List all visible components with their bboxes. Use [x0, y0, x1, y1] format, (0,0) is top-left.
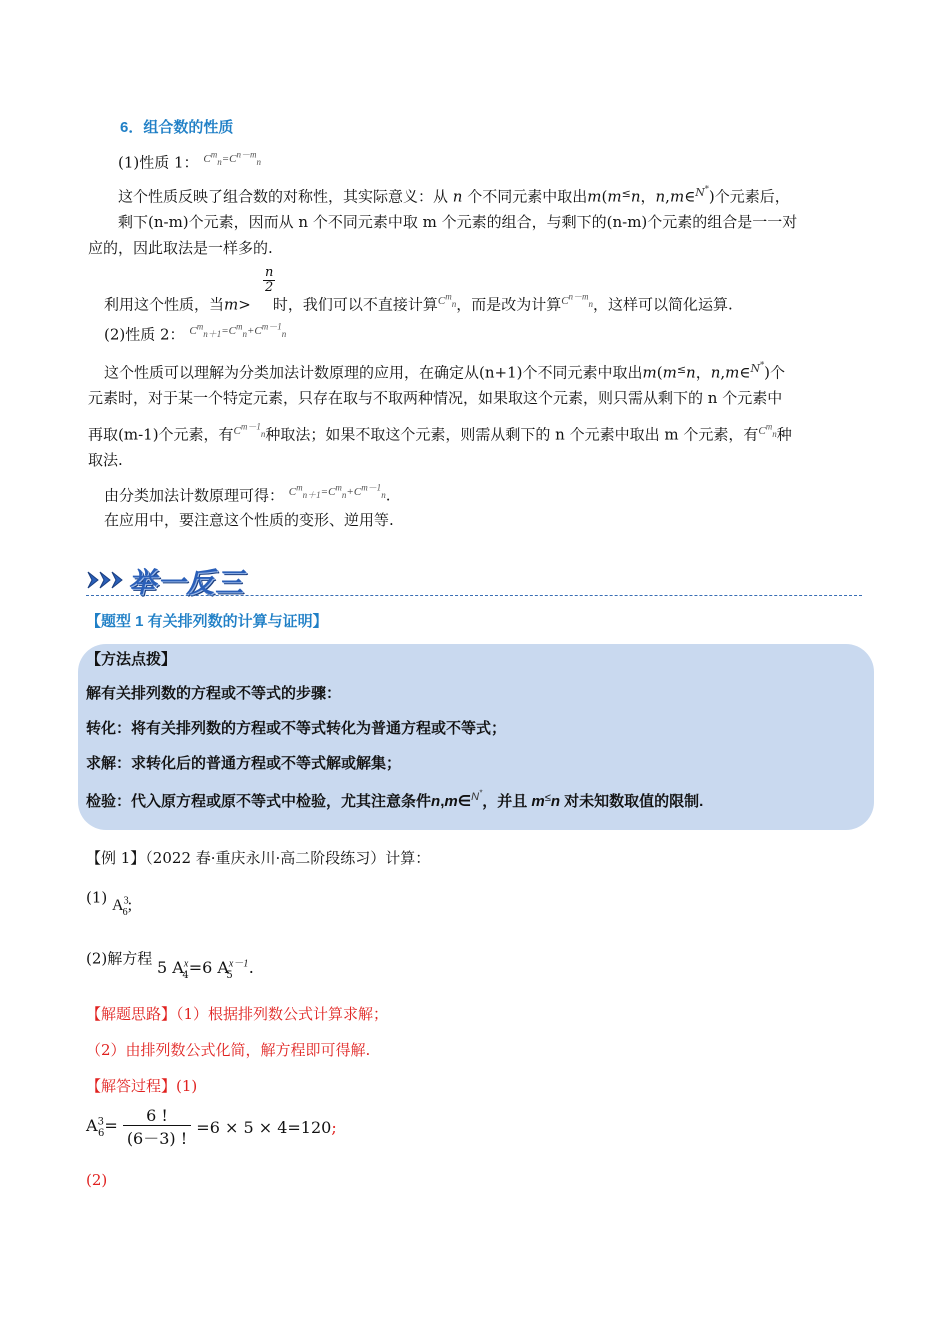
method-line-1: 解有关排列数的方程或不等式的步骤： — [86, 685, 342, 702]
banner-title: 举一反三 — [128, 566, 245, 599]
calculation-fraction — [123, 1106, 191, 1149]
paragraph-additive-line4: 取法. — [88, 451, 123, 469]
example-label: 【例 1】（2022 春·重庆永川·高二阶段练习）计算： — [86, 849, 431, 867]
paragraph-additive-line1: 这个性质可以理解为分类加法计数原理的应用，在确定从(n+1)个不同元素中取出m(m≤n，n,m∈$^{N^*}$)个 — [104, 360, 786, 382]
paragraph-usage: 利用这个性质，当m> 时，我们可以不直接计算$^{C^m_n}$，而是改为计算$^{C^{n-m}_n}$，这样可以简化运算. — [104, 291, 733, 314]
property-1-line — [118, 150, 261, 178]
solution-idea-line2: （2）由排列数公式化简，解方程即可得解. — [86, 1041, 371, 1059]
solution-process-label: 【解答过程】(1) — [86, 1077, 198, 1095]
paragraph-application: 在应用中，要注意这个性质的变形、逆用等. — [104, 511, 394, 529]
section-banner — [86, 560, 256, 600]
paragraph-symmetry-line3: 应的，因此取法是一样多的. — [88, 239, 273, 257]
method-line-4: 检验：代入原方程或原不等式中检验，尤其注意条件n,m∈$^{N^*}$，并且 m≤n 对未知数取值的限制. — [86, 788, 704, 810]
paragraph-additive-line3: 再取(m-1)个元素，有$^{C^{m-1}_n}$种取法；如果不取这个元素，则需从剩下的 n 个元素中取出 m 个元素，有$^{C^m_n}$种 — [88, 421, 792, 444]
method-line-2: 转化：将有关排列数的方程或不等式转化为普通方程或不等式； — [86, 720, 507, 737]
paragraph-additive-line2: 元素时，对于某一个特定元素，只存在取与不取两种情况，如果取这个元素，则只需从剩下的 n 个元素中 — [88, 389, 783, 407]
paragraph-symmetry-line2: 剩下(n-m)个元素，因而从 n 个不同元素中取 m 个元素的组合，与剩下的(n-m)个元素的组合是一一对 — [118, 213, 798, 231]
paragraph-symmetry-line1: 这个性质反映了组合数的对称性，其实际意义：从 n 个不同元素中取出m(m≤n，n,m∈$^{N^*}$)个元素后， — [118, 184, 790, 206]
section-divider — [86, 595, 862, 596]
method-line-3: 求解：求转化后的普通方程或不等式解或解集； — [86, 755, 402, 772]
fraction-denominator: (6－3) ! — [126, 1129, 188, 1148]
property-2-line: (2)性质 2： $^{C^m_{n+1}=C^m_n+C^{m-1}_n}$ — [104, 321, 287, 344]
calculation-line: $A^3_6=$ $\frac{6 !}{(6-3) !}$ =6 × 5 × 4=120; — [86, 1106, 337, 1148]
solution-part-2: (2) — [86, 1171, 108, 1189]
question-1: (1) $A^3_6$; — [86, 888, 133, 918]
fraction-numerator: 6 ! — [123, 1106, 191, 1126]
method-box — [78, 644, 874, 830]
section-heading: 6．组合数的性质 — [120, 119, 234, 136]
method-title: 【方法点拨】 — [86, 651, 177, 668]
combination-formula: Cmn=Cn－mn — [203, 149, 261, 167]
solution-idea-line1: 【解题思路】（1）根据排列数公式计算求解； — [86, 1005, 389, 1023]
type-heading: 【题型 1 有关排列数的计算与证明】 — [86, 613, 328, 630]
question-2: (2)解方程 5 $A^x_4=6$ $A^{x-1}_5$ . — [86, 949, 254, 981]
n-over-2-fraction: n 2 — [265, 265, 274, 295]
calculation-result: =6 × 5 × 4=120 — [196, 1118, 332, 1137]
paragraph-conclusion: 由分类加法计数原理可得： $^{C^m_{n+1}=C^m_n+C^{m-1}_n}$. — [104, 482, 391, 505]
property-1-label: (1)性质 1： — [118, 153, 199, 172]
